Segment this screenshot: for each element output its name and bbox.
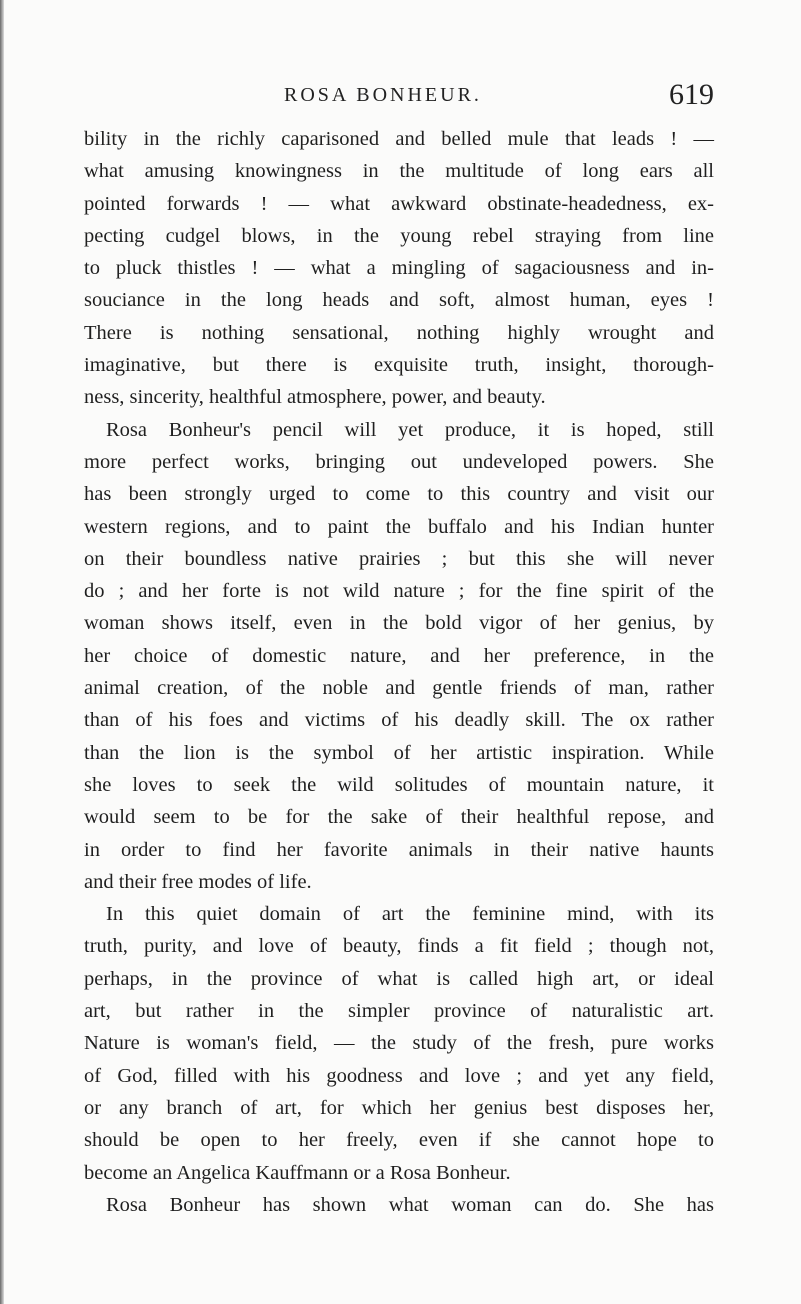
text-line: bility in the richly caparisoned and belled mule that leads ! — <box>84 128 714 150</box>
text-line: perhaps, in the province of what is called high art, or ideal <box>84 967 714 990</box>
text-line: to pluck thistles ! — what a mingling of sagaciousness and in- <box>84 257 714 280</box>
text-line: than the lion is the symbol of her artistic inspiration. While <box>84 741 714 764</box>
page-header <box>84 80 714 116</box>
text-line: of God, filled with his goodness and love ; and yet any field, <box>84 1064 714 1087</box>
page-number: 619 <box>669 78 714 111</box>
text-line: on their boundless native prairies ; but this she will never <box>84 547 714 570</box>
text-line: truth, purity, and love of beauty, finds a fit field ; though not, <box>84 935 714 958</box>
text-line: There is nothing sensational, nothing highly wrought and <box>84 321 714 344</box>
text-line: imaginative, but there is exquisite truth, insight, thorough- <box>84 354 714 377</box>
text-line: pecting cudgel blows, in the young rebel straying from line <box>84 224 714 247</box>
body-text <box>84 123 714 1221</box>
text-line: or any branch of art, for which her genius best disposes her, <box>84 1096 714 1119</box>
text-line: souciance in the long heads and soft, almost human, eyes ! <box>84 289 714 312</box>
text-line: would seem to be for the sake of their healthful repose, and <box>84 806 714 829</box>
text-line: more perfect works, bringing out undeveloped powers. She <box>84 450 714 473</box>
text-line: pointed forwards ! — what awkward obstinate-headedness, ex- <box>84 192 714 215</box>
text-line: Rosa Bonheur has shown what woman can do. She has <box>106 1193 714 1216</box>
text-line: she loves to seek the wild solitudes of mountain nature, it <box>84 773 714 796</box>
text-line: her choice of domestic nature, and her preference, in the <box>84 644 714 667</box>
running-head: ROSA BONHEUR. <box>284 84 482 106</box>
text-line: should be open to her freely, even if she cannot hope to <box>84 1129 714 1152</box>
text-line: do ; and her forte is not wild nature ; for the fine spirit of the <box>84 580 714 603</box>
text-line: Nature is woman's field, — the study of the fresh, pure works <box>84 1032 714 1055</box>
text-line: has been strongly urged to come to this country and visit our <box>84 483 714 506</box>
text-line: in order to find her favorite animals in their native haunts <box>84 838 714 861</box>
text-line: become an Angelica Kauffmann or a Rosa Bonheur. <box>84 1161 511 1184</box>
text-line: Rosa Bonheur's pencil will yet produce, it is hoped, still <box>106 418 714 441</box>
page-binding-edge <box>0 0 4 1304</box>
text-line: and their free modes of life. <box>84 870 312 893</box>
text-line: In this quiet domain of art the feminine mind, with its <box>106 903 714 926</box>
text-line: than of his foes and victims of his deadly skill. The ox rather <box>84 709 714 732</box>
text-line: woman shows itself, even in the bold vigor of her genius, by <box>84 612 714 635</box>
text-line: ness, sincerity, healthful atmosphere, power, and beauty. <box>84 386 546 409</box>
text-line: animal creation, of the noble and gentle friends of man, rather <box>84 677 714 700</box>
text-line: art, but rather in the simpler province of naturalistic art. <box>84 1000 714 1023</box>
text-line: western regions, and to paint the buffalo and his Indian hunter <box>84 515 714 538</box>
text-line: what amusing knowingness in the multitude of long ears all <box>84 160 714 183</box>
